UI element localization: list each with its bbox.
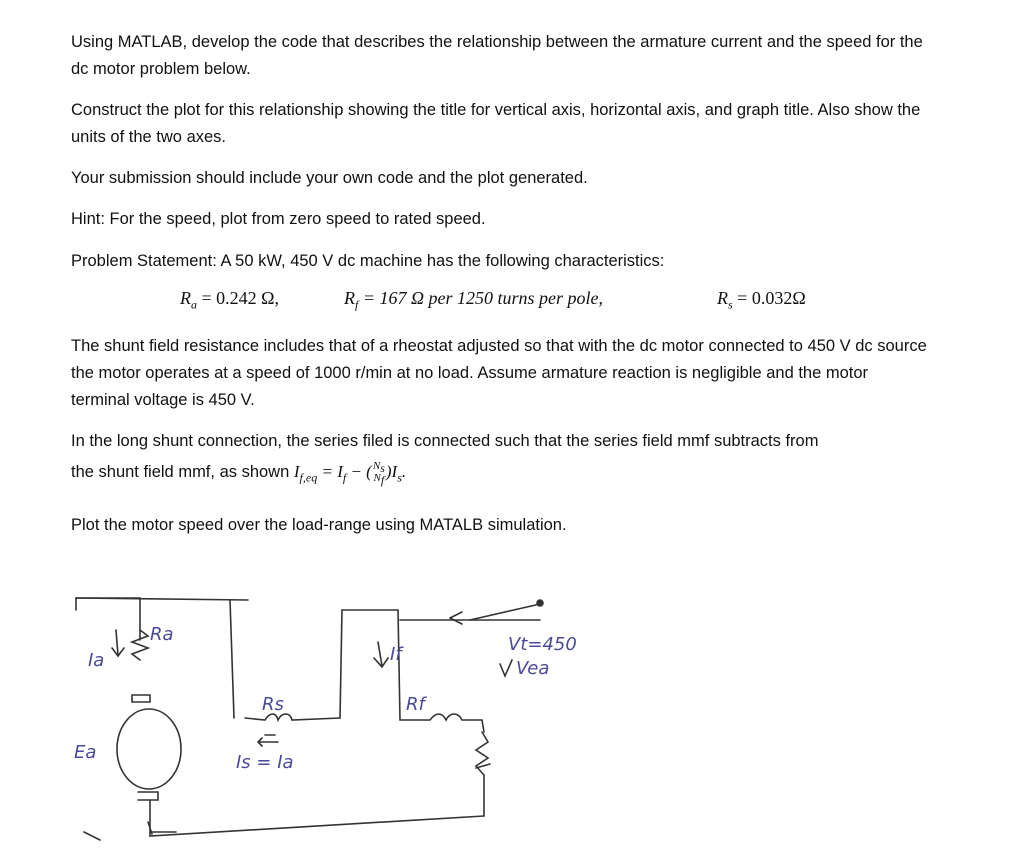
long-shunt-line1: In the long shunt connection, the series filed is connected such that the series field mmf subtracts from bbox=[71, 432, 819, 450]
ia-label: Ia bbox=[88, 650, 105, 671]
armature-brush-top bbox=[132, 695, 150, 702]
intro-paragraph: Using MATLAB, develop the code that describes the relationship between the armature current and the speed for the dc motor problem below. bbox=[71, 33, 923, 78]
problem-statement: Problem Statement: A 50 kW, 450 V dc machine has the following characteristics: bbox=[71, 252, 665, 270]
ra-value: = 0.242 Ω, bbox=[201, 288, 280, 308]
vea-tick bbox=[500, 660, 512, 676]
if-label: If bbox=[390, 644, 402, 665]
submission-paragraph: Your submission should include your own code and the plot generated. bbox=[71, 169, 588, 187]
rs-value: = 0.032Ω bbox=[737, 288, 806, 308]
hint-paragraph: Hint: For the speed, plot from zero speed to rated speed. bbox=[71, 210, 486, 228]
ra-label: Ra bbox=[150, 624, 174, 645]
rf-equation: $R_f = 167$ Ω per 1250 turns per pole, bbox=[344, 288, 603, 312]
long-shunt-line2: the shunt field mmf, as shown $I_{f,eq} = I_f$ − ( $N_s$ $N_f$ )$I_s$. bbox=[71, 459, 407, 488]
rs-label: Rs bbox=[262, 694, 284, 715]
rs-equation: $R_s = 0.032\Omega$ bbox=[717, 288, 806, 312]
ra-equation: $R_a = 0.242$ Ω, bbox=[180, 288, 280, 312]
if-arrow bbox=[374, 642, 388, 667]
rf-value: = 167 Ω per 1250 turns per pole, bbox=[362, 288, 603, 308]
shunt-paragraph: The shunt field resistance includes that of a rheostat adjusted so that with the dc motor connected to 450 V dc source the motor operates at a speed of 1000 r/min at no load. Assume armature reaction is negligible and the motor terminal voltage is 450 V. bbox=[71, 337, 927, 409]
is-ia-label: Is = Ia bbox=[236, 752, 294, 773]
rf-label: Rf bbox=[406, 694, 425, 715]
vt-label: Vt=450 bbox=[508, 634, 577, 655]
mmf-equation: $I_{f,eq} = I_f$ − ( $N_s$ $N_f$ )$I_s$. bbox=[293, 459, 407, 488]
ea-label: Ea bbox=[74, 742, 97, 763]
plot-instructions-paragraph: Construct the plot for this relationship showing the title for vertical axis, horizontal axis, and graph title. Also show the units of the two axes. bbox=[71, 101, 921, 146]
circuit-diagram bbox=[0, 570, 1024, 865]
final-instruction: Plot the motor speed over the load-range using MATALB simulation. bbox=[71, 516, 567, 534]
ia-arrow bbox=[112, 630, 124, 656]
vea-label: Vea bbox=[516, 658, 550, 679]
armature-circle bbox=[117, 709, 181, 789]
